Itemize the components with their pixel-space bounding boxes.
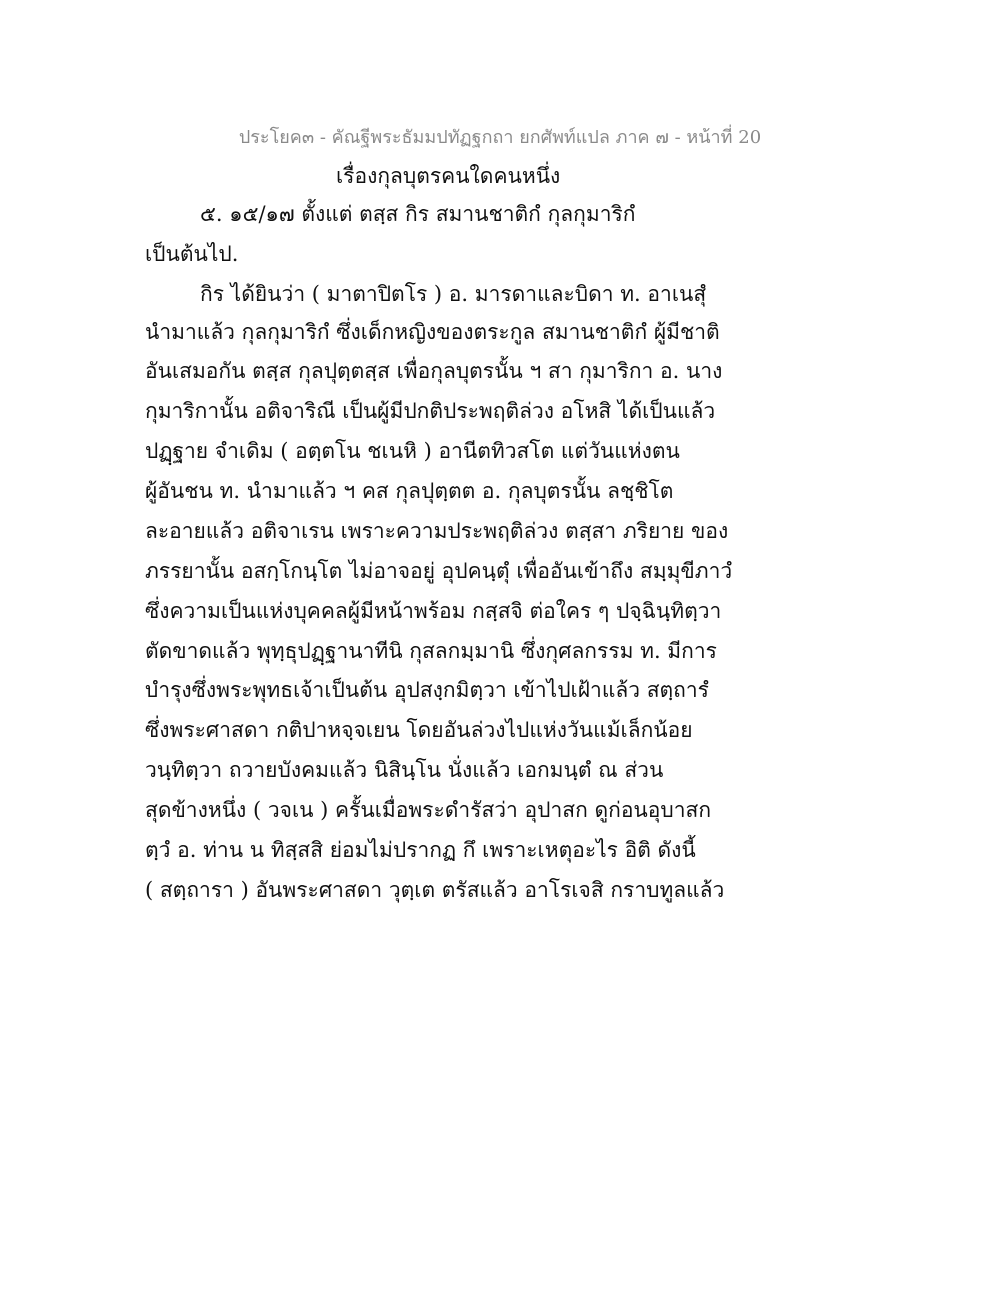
text-line: สุดข้างหนึ่ง ( วจเน ) ครั้นเมื่อพระดำรัสว่า อุปาสก ดูก่อนอุบาสก xyxy=(145,798,712,822)
text-line: ๕. ๑๕/๑๗ ตั้งแต่ ตสฺส กิร สมานชาติกํ กุลกุมาริกํ xyxy=(200,202,636,226)
text-line: ตัดขาดแล้ว พุทฺธุปฏฺฐานาทีนิ กุสลกมฺมานิ ซึ่งกุศลกรรม ท. มีการ xyxy=(145,639,717,663)
text-line: ( สตฺถารา ) อันพระศาสดา วุตฺเต ตรัสแล้ว อาโรเจสิ กราบทูลแล้ว xyxy=(145,878,725,902)
text-line: ตฺวํ อ. ท่าน น ทิสฺสสิ ย่อมไม่ปรากฏ กึ เพราะเหตุอะไร อิติ ดังนี้ xyxy=(145,838,696,862)
text-line: นำมาแล้ว กุลกุมาริกํ ซึ่งเด็กหญิงของตระกูล สมานชาติกํ ผู้มีชาติ xyxy=(145,320,720,344)
text-line: ซึ่งพระศาสดา กติปาหจฺจเยน โดยอันล่วงไปแห่งวันแม้เล็กน้อย xyxy=(145,718,693,742)
text-line: กุมาริกานั้น อติจาริณี เป็นผู้มีปกติประพฤติล่วง อโหสิ ได้เป็นแล้ว xyxy=(145,399,716,423)
text-line: เป็นต้นไป. xyxy=(145,242,239,266)
text-line: ปฏฺฐาย จำเดิม ( อตฺตโน ชเนหิ ) อานีตทิวสโต แต่วันแห่งตน xyxy=(145,439,680,463)
text-line: ผู้อันชน ท. นำมาแล้ว ฯ คส กุลปุตฺตต อ. กุลบุตรนั้น ลชฺชิโต xyxy=(145,479,674,503)
text-line: วนฺทิตฺวา ถวายบังคมแล้ว นิสินฺโน นั่งแล้ว เอกมนฺตํ ณ ส่วน xyxy=(145,758,664,782)
text-line: ละอายแล้ว อติจาเรน เพราะความประพฤติล่วง ตสฺสา ภริยาย ของ xyxy=(145,519,729,543)
text-line: ภรรยานั้น อสกฺโกนฺโต ไม่อาจอยู่ อุปคนฺตุํ เพื่ออันเข้าถึง สมฺมุขีภาวํ xyxy=(145,559,733,583)
text-line: ซึ่งความเป็นแห่งบุคคลผู้มีหน้าพร้อม กสฺสจิ ต่อใคร ๆ ปจฺฉินฺทิตฺวา xyxy=(145,599,722,623)
text-line: บำรุงซึ่งพระพุทธเจ้าเป็นต้น อุปสงฺกมิตฺวา เข้าไปเฝ้าแล้ว สตฺถารํ xyxy=(145,678,709,702)
text-line: กิร ได้ยินว่า ( มาตาปิตโร ) อ. มารดาและบิดา ท. อาเนสุํ xyxy=(200,282,707,306)
page-header: ประโยค๓ - คัณฐีพระธัมมปทัฏฐกถา ยกศัพท์แปล ภาค ๗ - หน้าที่ 20 xyxy=(238,127,762,148)
story-title: เรื่องกุลบุตรคนใดคนหนึ่ง xyxy=(336,164,561,188)
text-line: อันเสมอกัน ตสฺส กุลปุตฺตสฺส เพื่อกุลบุตรนั้น ฯ สา กุมาริกา อ. นาง xyxy=(145,359,723,383)
